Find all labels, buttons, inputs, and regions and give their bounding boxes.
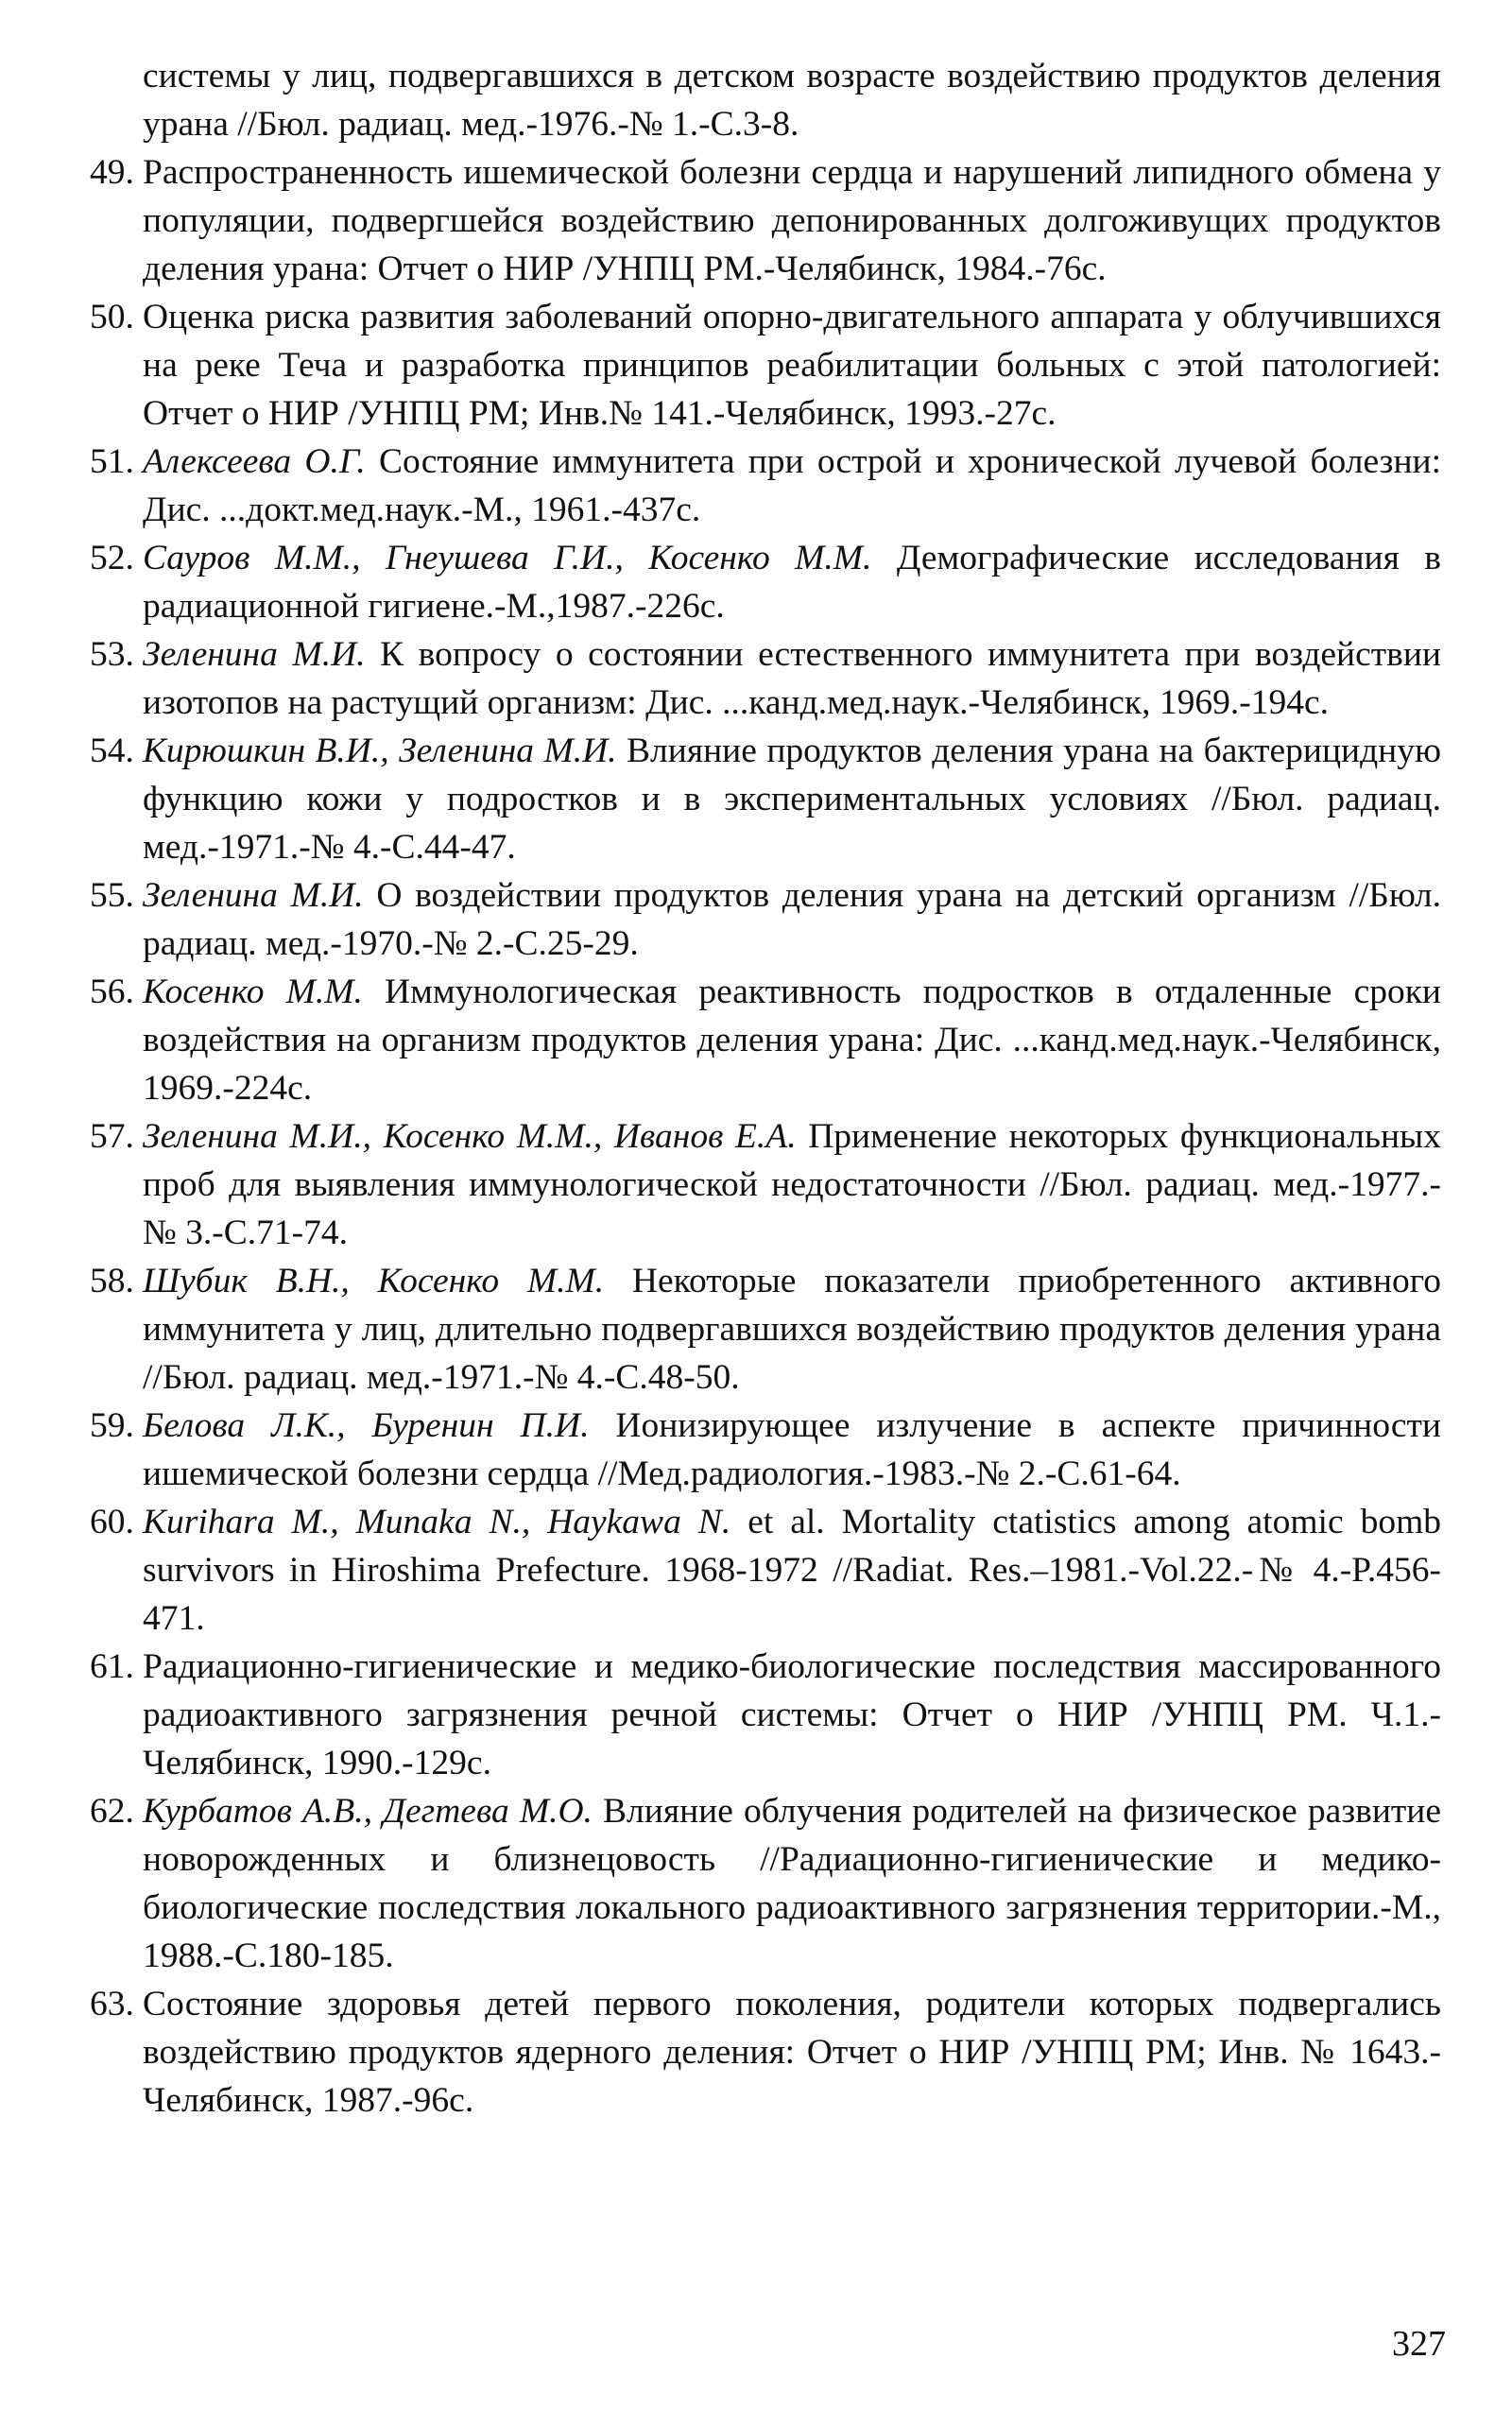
reference-text: Радиационно-гигиенические и медико-биологические последствия массированного радиоактивного загрязнения речной системы: Отчет о НИР /УНПЦ РМ. Ч.1.-Челябинск, 1990.-129с.: [143, 1647, 1441, 1782]
reference-number: 62.: [90, 1792, 134, 1831]
reference-authors: Шубик В.Н., Косенко М.М.: [143, 1262, 605, 1300]
reference-number: 61.: [90, 1647, 134, 1686]
reference-item: [90, 1643, 1441, 1787]
reference-item: [90, 1787, 1441, 1980]
reference-authors: Зеленина М.И.: [143, 635, 366, 674]
reference-item: [90, 148, 1441, 293]
reference-authors: Зеленина М.И., Косенко М.М., Иванов Е.А.: [143, 1117, 797, 1156]
reference-number: 60.: [90, 1503, 134, 1541]
reference-text: Kurihara M., Munaka N., Haykawa N. et al. Mortality ctatistics among atomic bomb survivors in Hiroshima Prefecture. 1968-1972 //Radiat. Res.–1981.-Vol.22.-№ 4.-P.456-471.: [143, 1503, 1441, 1638]
reference-text: Распространенность ишемической болезни сердца и нарушений липидного обмена у популяции, подвергшейся воздействию депонированных долгоживущих продуктов деления урана: Отчет о НИР /УНПЦ РМ.-Челябинск, 1984.-76с.: [143, 153, 1441, 288]
reference-number: 52.: [90, 539, 134, 577]
reference-number: 56.: [90, 973, 134, 1011]
reference-page: [90, 52, 1441, 2125]
reference-list: [90, 52, 1441, 2125]
reference-number: 51.: [90, 442, 134, 481]
reference-authors: Курбатов А.В., Дегтева М.О.: [143, 1792, 593, 1831]
reference-authors: Сауров М.М., Гнеушева Г.И., Косенко М.М.: [143, 539, 872, 577]
reference-text: Зеленина М.И., Косенко М.М., Иванов Е.А. Применение некоторых функциональных проб для выявления иммунологической недостаточности //Бюл. радиац. мед.-1977.-№ 3.-С.71-74.: [143, 1117, 1441, 1252]
reference-item: [90, 438, 1441, 534]
reference-text: Косенко М.М. Иммунологическая реактивность подростков в отдаленные сроки воздействия на организм продуктов деления урана: Дис. ...канд.мед.наук.-Челябинск, 1969.-224с.: [143, 973, 1442, 1108]
reference-item: [90, 1112, 1441, 1257]
reference-authors: Зеленина М.И.: [143, 876, 364, 915]
reference-number: 53.: [90, 635, 134, 674]
reference-authors: Алексеева О.Г.: [143, 442, 366, 481]
reference-text: Белова Л.К., Буренин П.И. Ионизирующее излучение в аспекте причинности ишемической болезни сердца //Мед.радиология.-1983.-№ 2.-С.61-64.: [143, 1406, 1441, 1493]
reference-number: 49.: [90, 153, 134, 192]
reference-item: [90, 293, 1441, 438]
reference-number: 57.: [90, 1117, 134, 1156]
reference-item: [90, 1257, 1441, 1402]
reference-text: Зеленина М.И. К вопросу о состоянии естественного иммунитета при воздействии изотопов на растущий организм: Дис. ...канд.мед.наук.-Челябинск, 1969.-194с.: [143, 635, 1442, 722]
reference-number: 58.: [90, 1262, 134, 1300]
reference-number: 59.: [90, 1406, 134, 1445]
reference-authors: Белова Л.К., Буренин П.И.: [143, 1406, 590, 1445]
reference-item: [90, 1498, 1441, 1643]
page-number: 327: [1392, 2324, 1446, 2364]
reference-text: Оценка риска развития заболеваний опорно-двигательного аппарата у облучившихся на реке Теча и разработка принципов реабилитации больных с этой патологией: Отчет о НИР /УНПЦ РМ; Инв.№ 141.-Челябинск, 1993.-27с.: [143, 298, 1441, 433]
reference-text: Состояние здоровья детей первого поколения, родители которых подвергались воздействию продуктов ядерного деления: Отчет о НИР /УНПЦ РМ; Инв. № 1643.-Челябинск, 1987.-96с.: [143, 1985, 1441, 2120]
reference-item: [90, 871, 1441, 968]
reference-text: системы у лиц, подвергавшихся в детском возрасте воздействию продуктов деления урана //Бюл. радиац. мед.-1976.-№ 1.-С.3-8.: [143, 57, 1441, 144]
reference-authors: Косенко М.М.: [143, 973, 363, 1011]
reference-authors: Кирюшкин В.И., Зеленина М.И.: [143, 732, 617, 770]
reference-item: [90, 1980, 1441, 2125]
reference-item: [90, 630, 1441, 727]
reference-number: 55.: [90, 876, 134, 915]
reference-item: [90, 52, 1441, 148]
reference-number: 54.: [90, 732, 134, 770]
reference-authors: Kurihara M., Munaka N., Haykawa N.: [143, 1503, 731, 1541]
reference-text: Зеленина М.И. О воздействии продуктов деления урана на детский организм //Бюл. радиац. мед.-1970.-№ 2.-С.25-29.: [143, 876, 1441, 963]
reference-item: [90, 727, 1441, 871]
reference-item: [90, 968, 1441, 1112]
reference-text: Шубик В.Н., Косенко М.М. Некоторые показатели приобретенного активного иммунитета у лиц, длительно подвергавшихся воздействию продуктов деления урана //Бюл. радиац. мед.-1971.-№ 4.-С.48-50.: [143, 1262, 1442, 1397]
reference-number: 63.: [90, 1985, 134, 2023]
reference-text: Курбатов А.В., Дегтева М.О. Влияние облучения родителей на физическое развитие новорожденных и близнецовость //Радиационно-гигиенические и медико-биологические последствия локального радиоактивного загрязнения территории.-М., 1988.-С.180-185.: [143, 1792, 1442, 1975]
reference-item: [90, 534, 1441, 630]
reference-text: Кирюшкин В.И., Зеленина М.И. Влияние продуктов деления урана на бактерицидную функцию кожи у подростков и в экспериментальных условиях //Бюл. радиац. мед.-1971.-№ 4.-С.44-47.: [143, 732, 1442, 867]
reference-number: 50.: [90, 298, 134, 336]
reference-text: Алексеева О.Г. Состояние иммунитета при острой и хронической лучевой болезни: Дис. ...докт.мед.наук.-М., 1961.-437с.: [143, 442, 1441, 529]
reference-item: [90, 1402, 1441, 1498]
reference-text: Сауров М.М., Гнеушева Г.И., Косенко М.М. Демографические исследования в радиационной гигиене.-М.,1987.-226с.: [143, 539, 1441, 626]
